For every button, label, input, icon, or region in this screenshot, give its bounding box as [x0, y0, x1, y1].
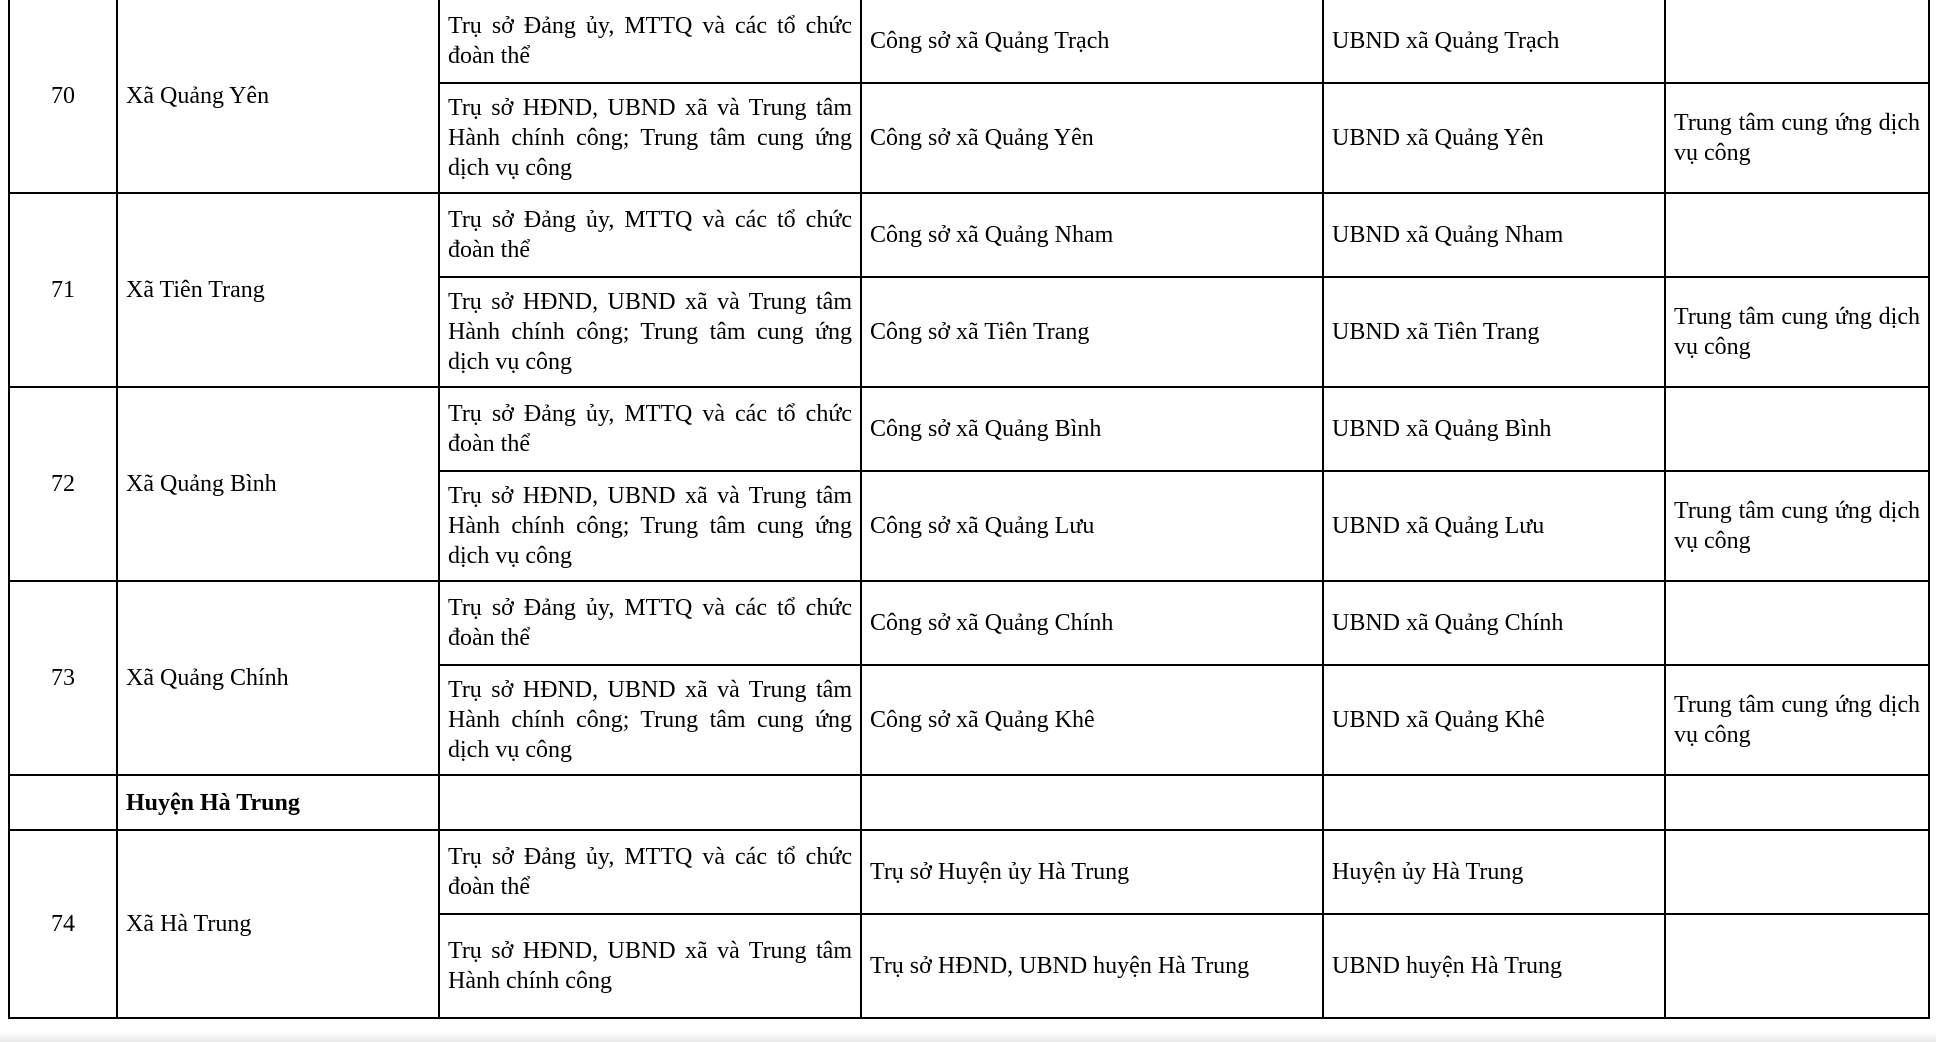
- commune-cell: Xã Tiên Trang: [117, 193, 439, 387]
- location-cell: [861, 775, 1323, 830]
- content-cell: Trụ sở Đảng ủy, MTTQ và các tổ chức đoàn thể: [439, 387, 861, 471]
- stt-cell: [9, 775, 117, 830]
- note-cell: [1665, 830, 1929, 914]
- unit-cell: UBND xã Quảng Lưu: [1323, 471, 1665, 581]
- district-row: [9, 775, 1929, 830]
- note-cell: [1665, 581, 1929, 665]
- location-cell: Công sở xã Quảng Yên: [861, 83, 1323, 193]
- note-cell: [1665, 193, 1929, 277]
- location-cell: Công sở xã Quảng Chính: [861, 581, 1323, 665]
- unit-cell: UBND xã Quảng Khê: [1323, 665, 1665, 775]
- unit-cell: Huyện ủy Hà Trung: [1323, 830, 1665, 914]
- location-cell: Công sở xã Quảng Khê: [861, 665, 1323, 775]
- content-cell: Trụ sở HĐND, UBND xã và Trung tâm Hành chính công; Trung tâm cung ứng dịch vụ công: [439, 471, 861, 581]
- location-cell: Công sở xã Quảng Lưu: [861, 471, 1323, 581]
- unit-cell: UBND xã Tiên Trang: [1323, 277, 1665, 387]
- stt-cell: 71: [9, 193, 117, 387]
- offices-table: [8, 0, 1930, 1019]
- commune-cell: Xã Quảng Bình: [117, 387, 439, 581]
- unit-cell: UBND xã Quảng Yên: [1323, 83, 1665, 193]
- location-cell: Công sở xã Quảng Trạch: [861, 0, 1323, 83]
- note-cell: [1665, 914, 1929, 1018]
- table-row: [9, 0, 1929, 83]
- location-cell: Công sở xã Quảng Bình: [861, 387, 1323, 471]
- stt-cell: 74: [9, 830, 117, 1018]
- content-cell: Trụ sở HĐND, UBND xã và Trung tâm Hành chính công: [439, 914, 861, 1018]
- location-cell: Trụ sở Huyện ủy Hà Trung: [861, 830, 1323, 914]
- note-cell: Trung tâm cung ứng dịch vụ công: [1665, 665, 1929, 775]
- content-cell: Trụ sở HĐND, UBND xã và Trung tâm Hành chính công; Trung tâm cung ứng dịch vụ công: [439, 277, 861, 387]
- content-cell: Trụ sở Đảng ủy, MTTQ và các tổ chức đoàn thể: [439, 830, 861, 914]
- stt-cell: 73: [9, 581, 117, 775]
- content-cell: Trụ sở Đảng ủy, MTTQ và các tổ chức đoàn thể: [439, 193, 861, 277]
- commune-cell: Xã Hà Trung: [117, 830, 439, 1018]
- unit-cell: UBND xã Quảng Chính: [1323, 581, 1665, 665]
- note-cell: Trung tâm cung ứng dịch vụ công: [1665, 471, 1929, 581]
- stt-cell: 72: [9, 387, 117, 581]
- content-cell: [439, 775, 861, 830]
- unit-cell: UBND xã Quảng Nham: [1323, 193, 1665, 277]
- commune-cell: Xã Quảng Chính: [117, 581, 439, 775]
- content-cell: Trụ sở Đảng ủy, MTTQ và các tổ chức đoàn thể: [439, 581, 861, 665]
- location-cell: Trụ sở HĐND, UBND huyện Hà Trung: [861, 914, 1323, 1018]
- location-cell: Công sở xã Quảng Nham: [861, 193, 1323, 277]
- district-header: Huyện Hà Trung: [117, 775, 439, 830]
- content-cell: Trụ sở HĐND, UBND xã và Trung tâm Hành chính công; Trung tâm cung ứng dịch vụ công: [439, 665, 861, 775]
- table-row: [9, 193, 1929, 277]
- unit-cell: UBND huyện Hà Trung: [1323, 914, 1665, 1018]
- content-cell: Trụ sở Đảng ủy, MTTQ và các tổ chức đoàn thể: [439, 0, 861, 83]
- unit-cell: [1323, 775, 1665, 830]
- note-cell: [1665, 387, 1929, 471]
- note-cell: Trung tâm cung ứng dịch vụ công: [1665, 277, 1929, 387]
- unit-cell: UBND xã Quảng Bình: [1323, 387, 1665, 471]
- content-cell: Trụ sở HĐND, UBND xã và Trung tâm Hành chính công; Trung tâm cung ứng dịch vụ công: [439, 83, 861, 193]
- table-row: [9, 387, 1929, 471]
- table-row: [9, 581, 1929, 665]
- unit-cell: UBND xã Quảng Trạch: [1323, 0, 1665, 83]
- stt-cell: 70: [9, 0, 117, 193]
- note-cell: Trung tâm cung ứng dịch vụ công: [1665, 83, 1929, 193]
- page-bottom-shadow: [0, 1032, 1936, 1042]
- commune-cell: Xã Quảng Yên: [117, 0, 439, 193]
- location-cell: Công sở xã Tiên Trang: [861, 277, 1323, 387]
- note-cell: [1665, 0, 1929, 83]
- table-row: [9, 830, 1929, 914]
- note-cell: [1665, 775, 1929, 830]
